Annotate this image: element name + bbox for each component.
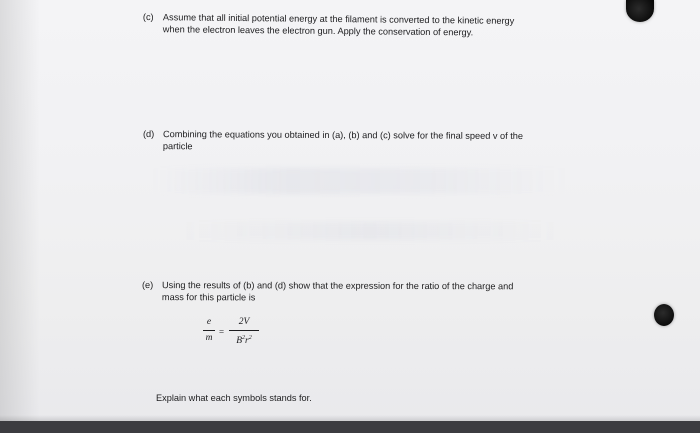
rhs-fraction xyxy=(229,317,259,347)
question-c xyxy=(143,11,515,39)
charge-mass-ratio-formula xyxy=(203,317,273,355)
binder-hole-middle xyxy=(654,304,674,326)
question-d-text-1: Combining the equations you obtained in (a), (b) and (c) solve for the final speed v of the xyxy=(162,129,524,141)
question-d xyxy=(143,128,523,154)
equals-sign: = xyxy=(219,327,225,337)
question-d-line-1 xyxy=(143,128,523,142)
explain-instruction: Explain what each symbols stands for. xyxy=(156,393,312,403)
question-d-line-2: particle xyxy=(162,141,193,152)
question-e-line-2: mass for this particle is xyxy=(161,292,256,303)
page-shadow-left xyxy=(0,0,40,433)
rhs-den-exp-2: 2 xyxy=(248,335,252,341)
rhs-den-base-1: B xyxy=(236,336,243,346)
question-e-label: (e) xyxy=(141,280,154,291)
question-c-text-1: Assume that all initial potential energy at the filament is converted to the kinetic energy xyxy=(162,12,515,26)
question-d-label: (d) xyxy=(142,128,155,140)
desk-surface xyxy=(0,421,700,433)
lhs-denominator: m xyxy=(205,333,213,343)
bleed-through-mark xyxy=(180,222,560,240)
binder-hole-top xyxy=(626,0,654,22)
question-c-label: (c) xyxy=(142,11,154,23)
lhs-numerator: e xyxy=(206,317,212,327)
rhs-fraction-bar xyxy=(229,330,259,331)
rhs-den-base-2: r xyxy=(245,336,249,346)
rhs-numerator: 2V xyxy=(238,317,250,327)
question-c-line-2: when the electron leaves the electron gun. Apply the conservation of energy. xyxy=(162,24,474,38)
rhs-denominator xyxy=(229,333,259,347)
lhs-fraction xyxy=(203,317,215,344)
bleed-through-mark xyxy=(150,168,570,194)
question-e xyxy=(142,279,513,304)
rhs-den-exp-1: 2 xyxy=(242,335,246,341)
question-e-text-1: Using the results of (b) and (d) show that the expression for the ratio of the charge and xyxy=(161,280,514,292)
lhs-fraction-bar xyxy=(203,330,215,331)
